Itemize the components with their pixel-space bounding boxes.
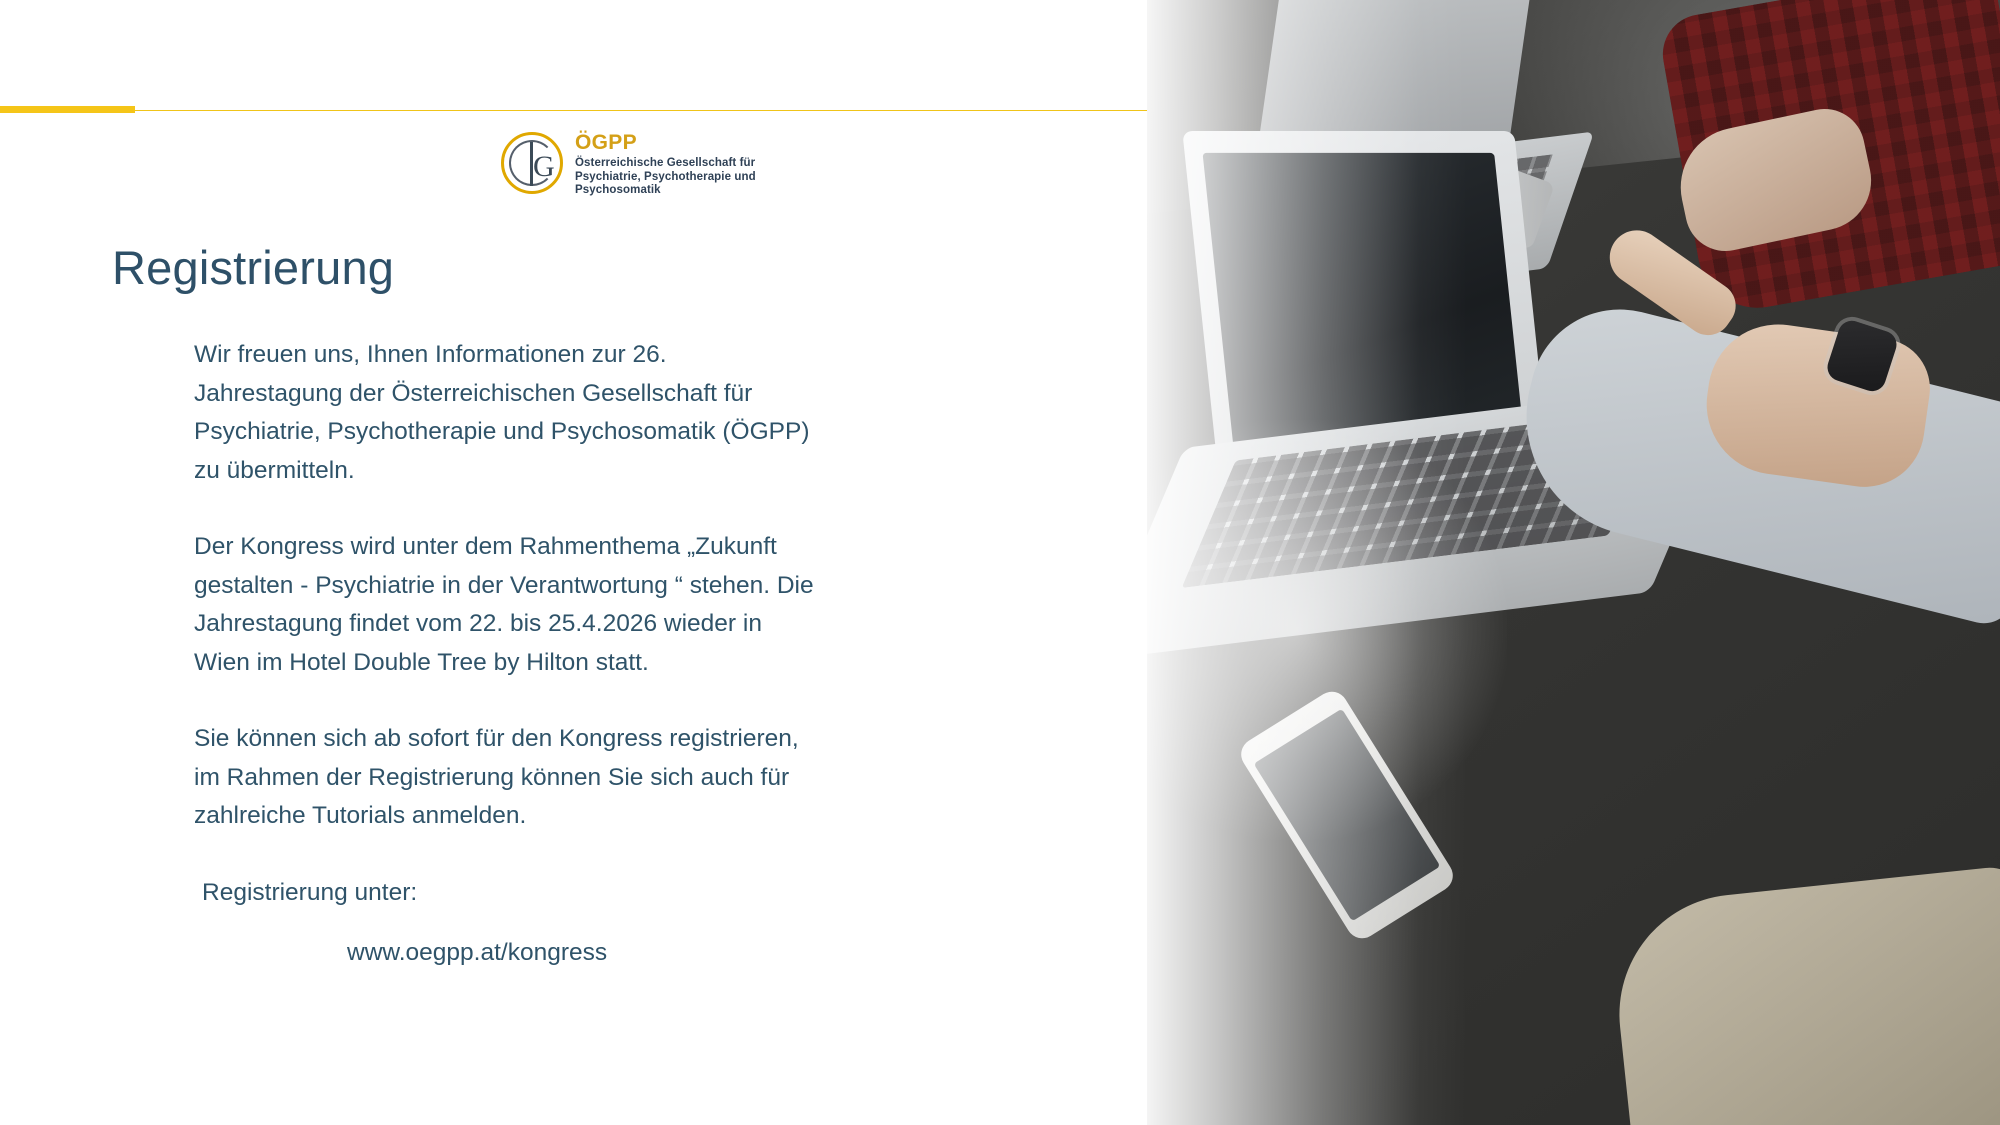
registration-url[interactable]: www.oegpp.at/kongress [347, 939, 608, 966]
body-text [194, 336, 814, 973]
page-title: Registrierung [112, 241, 395, 295]
oegpp-logo-mark-icon [497, 128, 569, 200]
logo-text-block [575, 131, 772, 198]
logo-monogram: G [533, 150, 555, 183]
oegpp-logo [497, 128, 772, 200]
logo-title: ÖGPP [575, 130, 637, 154]
logo-subtitle-line1: Österreichische Gesellschaft für [575, 156, 756, 169]
paragraph-congress: Der Kongress wird unter dem Rahmenthema „Zukunft gestalten - Psychiatrie in der Verantwortung “ stehen. Die Jahrestagung findet vom 22. bis 25.4.2026 wieder in Wien im Hotel Double Tree by Hilton statt. [194, 533, 814, 676]
registration-label: Registrierung unter: [202, 878, 418, 906]
paragraph-registration: Sie können sich ab sofort für den Kongress registrieren, im Rahmen der Registrierung können Sie sich auch für zahlreiche Tutorials anmelden. [194, 725, 799, 829]
logo-subtitle-line2: Psychiatrie, Psychotherapie und Psychosomatik [575, 170, 756, 197]
paragraph-intro: Wir freuen uns, Ihnen Informationen zur 26. Jahrestagung der Österreichischen Gesellschaft für Psychiatrie, Psychotherapie und Psychosomatik (ÖGPP) zu übermitteln. [194, 341, 810, 484]
photo-people-with-laptops [1147, 0, 2000, 1125]
header-divider [0, 110, 1147, 111]
header-accent-bar [0, 106, 135, 113]
